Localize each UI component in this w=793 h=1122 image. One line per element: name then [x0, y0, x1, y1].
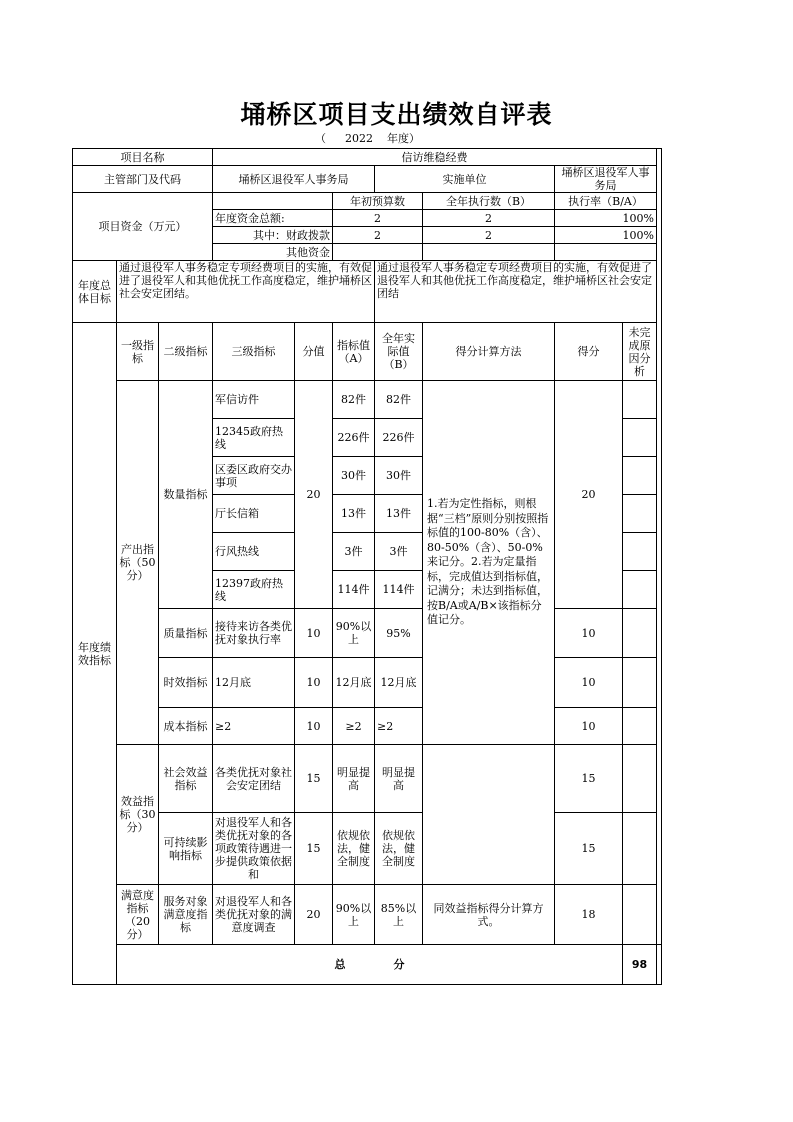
reason-cell	[623, 813, 657, 885]
reason-cell	[623, 571, 657, 609]
method-text: 1.若为定性指标，则根据“三档”原则分别按照指标值的100-80%（含）、80-50%（含）、50-0%来记分。2.若为定量指标，完成值达到指标值，记满分；未达到指标值，按B/A或A/B×该指标分值记分。	[423, 381, 555, 745]
quality-label: 质量指标	[159, 609, 213, 658]
output-label: 产出指标（50分）	[117, 381, 159, 745]
header-score: 得分	[555, 323, 623, 381]
timeliness-label: 时效指标	[159, 658, 213, 708]
quality-target: 90%以上	[333, 609, 375, 658]
sustain-item-name: 对退役军人和各类优抚对象的各项政策待遇进一步提供政策依据和	[213, 813, 295, 885]
goal-label: 年度总体目标	[73, 261, 117, 323]
social-score: 15	[555, 745, 623, 813]
social-target: 明显提高	[333, 745, 375, 813]
benefit-method-blank	[423, 745, 555, 885]
reason-cell	[623, 885, 657, 945]
quantity-score-value: 20	[295, 381, 333, 609]
header-level3: 三级指标	[213, 323, 295, 381]
rate-header: 执行率（B/A）	[555, 193, 657, 210]
funds-total-rate: 100%	[555, 210, 657, 227]
quantity-item-target: 30件	[333, 457, 375, 495]
satisfaction-actual: 85%以上	[375, 885, 423, 945]
header-level2: 二级指标	[159, 323, 213, 381]
quantity-item-name: 厅长信箱	[213, 495, 295, 533]
reason-cell	[623, 495, 657, 533]
quantity-item-name: 区委区政府交办事项	[213, 457, 295, 495]
dept-name: 埇桥区退役军人事务局	[213, 166, 375, 193]
funds-fiscal-label: 其中：财政拨款	[213, 227, 333, 244]
year-open-paren: （	[315, 132, 326, 145]
cost-label: 成本指标	[159, 708, 213, 745]
satisfaction-method: 同效益指标得分计算方式。	[423, 885, 555, 945]
reason-cell	[623, 745, 657, 813]
funds-fiscal-budget: 2	[333, 227, 423, 244]
timeliness-item-name: 12月底	[213, 658, 295, 708]
quality-score-value: 10	[295, 609, 333, 658]
satisfaction-score: 18	[555, 885, 623, 945]
total-label	[117, 945, 623, 985]
quantity-item-actual: 13件	[375, 495, 423, 533]
total-label-1: 总	[334, 958, 346, 971]
quantity-item-target: 114件	[333, 571, 375, 609]
benefit-label: 效益指标（30分）	[117, 745, 159, 885]
social-score-value: 15	[295, 745, 333, 813]
quantity-item-actual: 82件	[375, 381, 423, 419]
funds-total-executed: 2	[423, 210, 555, 227]
funds-label: 项目资金（万元）	[73, 193, 213, 261]
funds-other-label: 其他资金	[213, 244, 333, 261]
timeliness-actual: 12月底	[375, 658, 423, 708]
total-reason-blank	[657, 945, 662, 985]
quantity-label: 数量指标	[159, 381, 213, 609]
satisfaction-score-value: 20	[295, 885, 333, 945]
quantity-item-target: 13件	[333, 495, 375, 533]
funds-header-blank	[213, 193, 333, 210]
reason-cell	[623, 533, 657, 571]
funds-total-label: 年度资金总额:	[213, 210, 333, 227]
funds-other-rate	[555, 244, 657, 261]
funds-total-budget: 2	[333, 210, 423, 227]
header-score-value: 分值	[295, 323, 333, 381]
project-name-label: 项目名称	[73, 149, 213, 166]
social-actual: 明显提高	[375, 745, 423, 813]
header-level1: 一级指标	[117, 323, 159, 381]
header-target: 指标值（A）	[333, 323, 375, 381]
self-evaluation-table	[72, 148, 662, 985]
cost-target: ≥2	[333, 708, 375, 745]
cost-score-value: 10	[295, 708, 333, 745]
impl-label: 实施单位	[375, 166, 555, 193]
quantity-item-actual: 30件	[375, 457, 423, 495]
funds-other-executed	[423, 244, 555, 261]
social-item-name: 各类优抚对象社会安定团结	[213, 745, 295, 813]
total-label-2: 分	[393, 958, 405, 971]
timeliness-target: 12月底	[333, 658, 375, 708]
reason-cell	[623, 457, 657, 495]
quantity-item-name: 行风热线	[213, 533, 295, 571]
header-reason: 未完成原因分析	[623, 323, 657, 381]
year-value: 2022	[345, 132, 373, 145]
sustain-target: 依规依法，健全制度	[333, 813, 375, 885]
year-label: 年度）	[387, 132, 420, 145]
social-label: 社会效益指标	[159, 745, 213, 813]
reason-cell	[623, 708, 657, 745]
sustain-label: 可持续影响指标	[159, 813, 213, 885]
sustain-score: 15	[555, 813, 623, 885]
quality-score: 10	[555, 609, 623, 658]
quantity-item-name: 军信访件	[213, 381, 295, 419]
funds-other-budget	[333, 244, 423, 261]
quantity-item-target: 3件	[333, 533, 375, 571]
total-score: 98	[623, 945, 657, 985]
goal-text-right: 通过退役军人事务稳定专项经费项目的实施，有效促进了退役军人和其他优抚工作高度稳定，维护埇桥区社会安定团结	[375, 261, 657, 323]
impl-name: 埇桥区退役军人事务局	[555, 166, 657, 193]
satisfaction-group-label: 满意度指标（20分）	[117, 885, 159, 945]
project-name: 信访维稳经费	[213, 149, 657, 166]
timeliness-score-value: 10	[295, 658, 333, 708]
page-title: 埇桥区项目支出绩效自评表	[240, 100, 553, 129]
perf-label: 年度绩效指标	[73, 323, 117, 985]
budget-header: 年初预算数	[333, 193, 423, 210]
cost-score: 10	[555, 708, 623, 745]
cost-actual: ≥2	[375, 708, 423, 745]
quantity-item-actual: 114件	[375, 571, 423, 609]
quantity-item-actual: 226件	[375, 419, 423, 457]
satisfaction-label: 服务对象满意度指标	[159, 885, 213, 945]
quantity-score: 20	[555, 381, 623, 609]
satisfaction-target: 90%以上	[333, 885, 375, 945]
timeliness-score: 10	[555, 658, 623, 708]
sustain-score-value: 15	[295, 813, 333, 885]
cost-item-name: ≥2	[213, 708, 295, 745]
sustain-actual: 依规依法，健全制度	[375, 813, 423, 885]
quantity-item-name: 12345政府热线	[213, 419, 295, 457]
quantity-item-actual: 3件	[375, 533, 423, 571]
header-method: 得分计算方法	[423, 323, 555, 381]
quality-actual: 95%	[375, 609, 423, 658]
reason-cell	[623, 381, 657, 419]
reason-cell	[623, 609, 657, 658]
quantity-item-target: 226件	[333, 419, 375, 457]
header-actual: 全年实际值（B）	[375, 323, 423, 381]
goal-text-left: 通过退役军人事务稳定专项经费项目的实施，有效促进了退役军人和其他优抚工作高度稳定，维护埇桥区社会安定团结。	[117, 261, 375, 323]
quality-item-name: 接待来访各类优抚对象执行率	[213, 609, 295, 658]
quantity-item-name: 12397政府热线	[213, 571, 295, 609]
quantity-item-target: 82件	[333, 381, 375, 419]
dept-label: 主管部门及代码	[73, 166, 213, 193]
executed-header: 全年执行数（B）	[423, 193, 555, 210]
reason-cell	[623, 658, 657, 708]
funds-fiscal-executed: 2	[423, 227, 555, 244]
satisfaction-item-name: 对退役军人和各类优抚对象的满意度调查	[213, 885, 295, 945]
reason-cell	[623, 419, 657, 457]
funds-fiscal-rate: 100%	[555, 227, 657, 244]
